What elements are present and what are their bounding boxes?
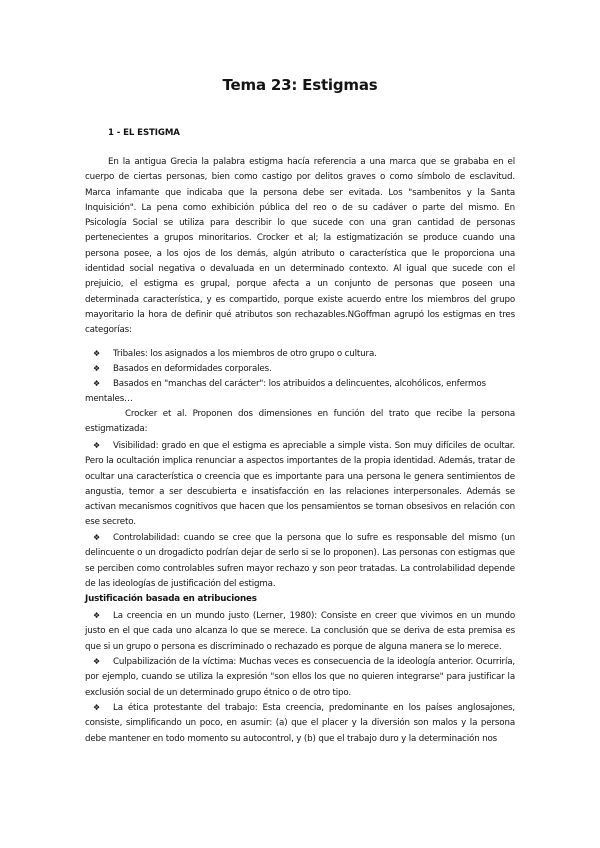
etica-text: La ética protestante del trabajo: Esta creencia, predominante en los países anglosajones, consiste, simplificando un poco, en asumir: (a) que el placer y la diversión son malos y la persona debe mantener en todo momento su autocontrol, y (b) que el trabajo duro y la determinación nos [85, 703, 515, 744]
crocker-paragraph: Crocker et al. Proponen dos dimensiones en función del trato que recibe la persona estigmatizada: [85, 409, 515, 435]
bullet-icon: ❖ [93, 611, 101, 620]
bullet-icon: ❖ [93, 657, 101, 666]
controlabilidad-text: Controlabilidad: cuando se cree que la persona que lo sufre es responsable del mismo (un delincuente o un drogadicto podrían dejar de serlo si se lo proponen). Las personas con estigmas que se perciben como controlables sufren mayor rechazo y son peor tratadas. La controlabilidad depende de las ideologías de justificación del estigma. [85, 533, 515, 589]
subheading: Justificación basada en atribuciones [85, 594, 257, 604]
list-item-text: Basados en deformidades corporales. [113, 364, 272, 374]
controlabilidad-paragraph [85, 530, 515, 592]
list-item-deformidades [85, 361, 515, 377]
list-item-text: Basados en "manchas del carácter": los atribuidos a delincuentes, alcohólicos, enfermos mentales… [85, 379, 486, 405]
bullet-icon: ❖ [93, 703, 101, 712]
list-item-tribales [85, 346, 515, 362]
mundo-justo-text: La creencia en un mundo justo (Lerner, 1980): Consiste en creer que vivimos en un mundo justo en el que cada uno alcanza lo que se merece. La conclusión que se deriva de esta premisa es que si un grupo o persona es discriminado o rechazado es porque de alguna manera se lo merece. [85, 611, 515, 652]
mundo-justo-paragraph [85, 608, 515, 655]
bullet-icon: ❖ [93, 364, 101, 373]
visibilidad-paragraph [85, 438, 515, 531]
section-heading: 1 - EL ESTIGMA [108, 128, 180, 138]
list-item-manchas [85, 376, 515, 408]
culpabilizacion-paragraph [85, 654, 515, 701]
intro-paragraph: En la antigua Grecia la palabra estigma hacía referencia a una marca que se grababa en el cuerpo de ciertas personas, bien como castigo por delitos graves o como símbolo de esclavitud. Marca infamante que indicaba que la persona debe ser evitada. Los "sambenitos y la Santa Inquisición". La pena como exhibición pública del reo o de su cadáver o parte del mismo. En Psicología Social se utiliza para describir lo que sucede con una gran cantidad de personas pertenecientes a grupos minoritarios. Crocker et al; la estigmatización se produce cuando una persona posee, a los ojos de los demás, algún atributo o característica que le proporciona una identidad social negativa o devaluada en un determinado contexto. Al igual que sucede con el prejuicio, el estigma es grupal, porque afecta a un conjunto de personas que poseen una determinada característica, y es compartido, porque existe acuerdo entre los miembros del grupo mayoritario la hora de definir qué atributos son rechazables.NGoffman agrupó los estigmas en tres categorías: [85, 157, 515, 336]
bullet-icon: ❖ [93, 441, 101, 450]
culpabilizacion-text: Culpabilización de la víctima: Muchas veces es consecuencia de la ideología anterior. Ocurriría, por ejemplo, cuando se utiliza la expresión "son ellos los que no quieren integrarse" para justificar la exclusión social de un determinado grupo étnico o de otro tipo. [85, 657, 515, 698]
list-item-text: Tribales: los asignados a los miembros de otro grupo o cultura. [113, 349, 377, 359]
bullet-icon: ❖ [93, 349, 101, 358]
etica-paragraph [85, 700, 515, 747]
page-title: Tema 23: Estigmas [222, 76, 378, 94]
bullet-icon: ❖ [93, 379, 101, 388]
bullet-icon: ❖ [93, 533, 101, 542]
visibilidad-text: Visibilidad: grado en que el estigma es apreciable a simple vista. Son muy difíciles de ocultar. Pero la ocultación implica renunciar a aspectos importantes de la propia identidad. Además, tratar de ocultar una característica o creencia que es importante para una persona le genera sentimientos de angustia, temor a ser descubierta e insatisfacción en las relaciones interpersonales. Además se activan mecanismos cognitivos que hacen que los pensamientos se tornan obsesivos en relación con ese secreto. [85, 441, 515, 528]
